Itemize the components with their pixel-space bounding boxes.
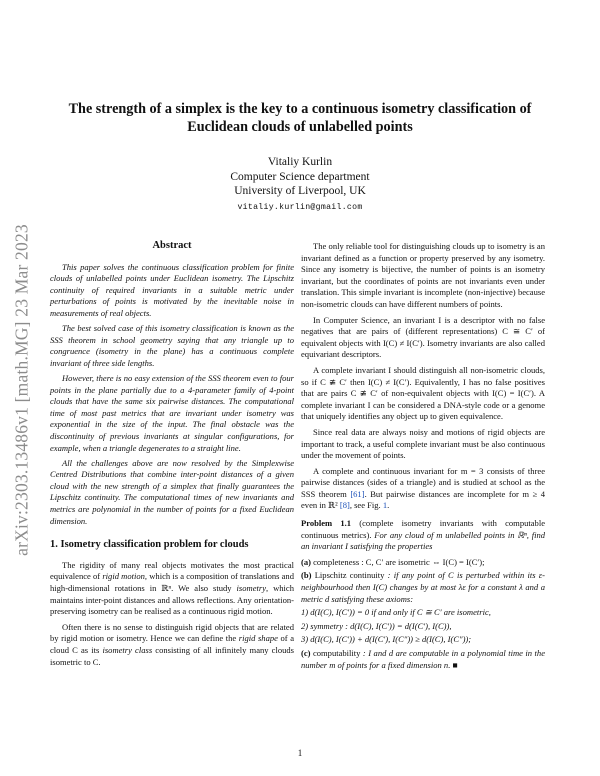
qed-symbol: ■: [452, 659, 458, 670]
section-heading: 1. Isometry classification problem for clouds: [50, 539, 249, 551]
university: University of Liverpool, UK: [234, 185, 366, 197]
author-block: [100, 155, 500, 215]
figure-link[interactable]: 1: [382, 500, 388, 511]
property-computability: (c) computability : I and d are computable in a polynomial time in the number m of points for a fixed dimension n. ■: [301, 648, 545, 670]
abstract-paragraph: All the challenges above are now resolved by the Simplexwise Centred Distributions that combine inter-point distances of a given cloud with the new strength of a simplex that finally guarantees the Lipschitz continuity. The computational times of new invariants and metrics are polynomial in the number of points for a fixed Euclidean dimension.: [50, 457, 294, 526]
section-body: [50, 560, 294, 668]
body-paragraph: The only reliable tool for distinguishing clouds up to isometry is an invariant defined as a function or property preserved by any isometry. Since any isometry is bijective, the number of points is an isometry invariant, but the coordinates of points are not invariants even under translation. This simple invariant is incomplete (non-injective) because non-isometric clouds can have different numbers of points.: [301, 241, 545, 309]
abstract-heading: Abstract: [152, 240, 192, 251]
property-completeness: (a) completeness : C, C′ are isometric ⇔ I(C) = I(C′);: [301, 556, 485, 567]
property-lipschitz: (b) Lipschitz continuity : if any point of C is perturbed within its ε-neighbourhood then I(C) changes by at most λε for a constant λ and a metric d satisfying these axioms:: [301, 570, 545, 604]
paper-title: The strength of a simplex is the key to a continuous isometry classification of Euclidean clouds of unlabelled points: [68, 101, 532, 135]
abstract-body: [50, 262, 294, 528]
citation-link[interactable]: [8]: [339, 500, 350, 511]
axiom-1: 1) d(I(C), I(C′)) = 0 if and only if C ≅ C′ are isometric,: [301, 607, 491, 618]
right-column: [301, 241, 545, 673]
author-email[interactable]: vitaliy.kurlin@gmail.com: [237, 202, 363, 212]
body-paragraph: Since real data are always noisy and motions of rigid objects are important to track, a useful complete invariant must be also continuous under the movement of points.: [301, 426, 545, 461]
body-paragraph: In Computer Science, an invariant I is a descriptor with no false negatives that are pairs of (different representations) C ≅ C′ of equivalent objects with I(C) ≠ I(C′). Isometry invariants are also called equivariant descriptors.: [301, 314, 545, 360]
axiom-2: 2) symmetry : d(I(C), I(C′)) = d(I(C′), I(C)),: [301, 620, 452, 631]
department: Computer Science department: [230, 170, 370, 183]
body-paragraph: The rigidity of many real objects motivates the most practical equivalence of rigid motion, which is a composition of translations and high-dimensional rotations in ℝⁿ. We also study isometry, which maintains inter-point distances and allows reflections. Any orientation-preserving isometry can be realised as a continuous rigid motion.: [50, 559, 294, 617]
citation-link[interactable]: [61]: [350, 488, 365, 499]
author-name: Vitaliy Kurlin: [267, 156, 333, 168]
problem-statement: Problem 1.1 (complete isometry invariants with computable continuous metrics). For any cloud of m unlabelled points in ℝⁿ, find an invariant I satisfying the properties: [301, 518, 545, 552]
page-number: 1: [297, 748, 303, 758]
abstract-paragraph: The best solved case of this isometry classification is known as the SSS theorem in school geometry saying that any triangle up to congruence (isometry in the plane) has a continuous complete invariant of three side lengths.: [50, 323, 294, 368]
abstract-paragraph: This paper solves the continuous classification problem for finite clouds of unlabelled points under Euclidean isometry. The Lipschitz continuity of required invariants in a suitable metric under perturbations of points is motivated by the inevitable noise in measurements of real objects.: [50, 261, 294, 318]
arxiv-identifier: arXiv:2303.13486v1 [math.MG] 23 Mar 2023: [11, 224, 32, 556]
body-paragraph: A complete invariant I should distinguish all non-isometric clouds, so if C ≇ C′ then I(C) ≠ I(C′). Equivalently, I has no false positives that are pairs C ≇ C′ of non-equivalent objects with I(C) = I(C′). A complete invariant I can be considered a DNA-style code or a genome that uniquely identifies any object up to given equivalence.: [301, 364, 545, 422]
axiom-3: 3) d(I(C), I(C′)) + d(I(C′), I(C″)) ≥ d(I(C), I(C″));: [301, 634, 472, 645]
body-paragraph: Often there is no sense to distinguish rigid objects that are related by rigid motion or isometry. Hence we can define the rigid shape of a cloud C as its isometry class consisting of all infinitely many clouds isometric to C.: [50, 621, 295, 667]
left-column: [50, 240, 294, 672]
body-paragraph: A complete and continuous invariant for m = 3 consists of three pairwise distances (sides of a triangle) and is studied at school as the SSS theorem [61]. But pairwise distances are incomplete for m ≥ 4 even in ℝ² [8], see Fig. 1.: [301, 465, 545, 511]
abstract-paragraph: However, there is no easy extension of the SSS theorem even to four points in the plane partially due to a 4-parameter family of 4-point clouds that have the same six pairwise distances. The computational time of most past metrics that are invariant under isometry was exponential in the size of the input. The final obstacle was the discontinuity of previous invariants at singular configurations, for example, when a triangle degenerates to a straight line.: [50, 372, 294, 453]
